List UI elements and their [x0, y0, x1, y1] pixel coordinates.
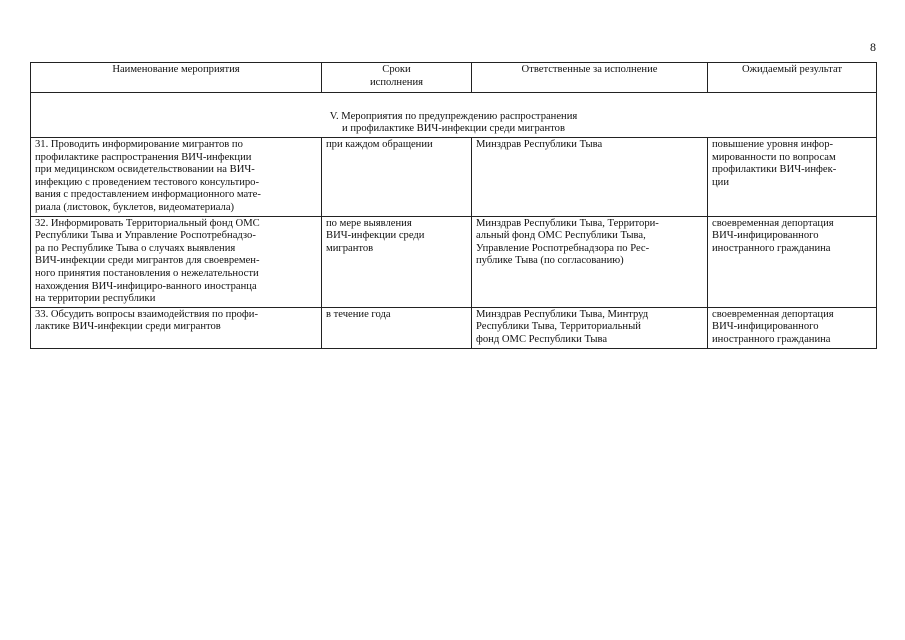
- section-heading-row: [31, 93, 877, 138]
- responsible-cell: Минздрав Республики Тыва, Минтруд Республики Тыва, Территориальный фонд ОМС Республики Тыва: [472, 307, 708, 348]
- activity-name-cell: 33. Обсудить вопросы взаимодействия по профи- лактике ВИЧ-инфекции среди мигрантов: [31, 307, 322, 348]
- deadline-cell: в течение года: [322, 307, 472, 348]
- activity-name-cell: 31. Проводить информирование мигрантов по профилактике распространения ВИЧ-инфекции при медицинском освидетельствовании на ВИЧ- инфекцию с проведением тестового консультиро- вания с предоставлением информационного мате- риала (листовок, буклетов, видеоматериала): [31, 138, 322, 217]
- deadline-cell: по мере выявления ВИЧ-инфекции среди мигрантов: [322, 216, 472, 307]
- deadline-cell: при каждом обращении: [322, 138, 472, 217]
- expected-result-cell: повышение уровня инфор- мированности по вопросам профилактики ВИЧ-инфек- ции: [708, 138, 877, 217]
- responsible-cell: Минздрав Республики Тыва, Территори- альный фонд ОМС Республики Тыва, Управление Роспотребнадзора по Рес- публике Тыва (по согласованию): [472, 216, 708, 307]
- header-deadlines: Сроки исполнения: [322, 63, 472, 93]
- table-row: [31, 307, 877, 348]
- page-number: 8: [870, 40, 876, 54]
- activities-table: [30, 62, 877, 349]
- table-row: [31, 138, 877, 217]
- header-activity-name: Наименование мероприятия: [31, 63, 322, 93]
- responsible-cell: Минздрав Республики Тыва: [472, 138, 708, 217]
- table-row: [31, 216, 877, 307]
- expected-result-cell: своевременная депортация ВИЧ-инфицированного иностранного гражданина: [708, 216, 877, 307]
- section-heading: V. Мероприятия по предупреждению распространения и профилактике ВИЧ-инфекции среди мигрантов: [31, 93, 877, 138]
- activity-name-cell: 32. Информировать Территориальный фонд ОМС Республики Тыва и Управление Роспотребнадзо- ра по Республике Тыва о случаях выявления ВИЧ-инфекции среди мигрантов для своевремен- ного принятия постановления о нежелательности нахождения ВИЧ-инфициро-ванного иностранца на территории республики: [31, 216, 322, 307]
- header-responsible: Ответственные за исполнение: [472, 63, 708, 93]
- header-expected-result: Ожидаемый результат: [708, 63, 877, 93]
- expected-result-cell: своевременная депортация ВИЧ-инфицированного иностранного гражданина: [708, 307, 877, 348]
- table-header-row: [31, 63, 877, 93]
